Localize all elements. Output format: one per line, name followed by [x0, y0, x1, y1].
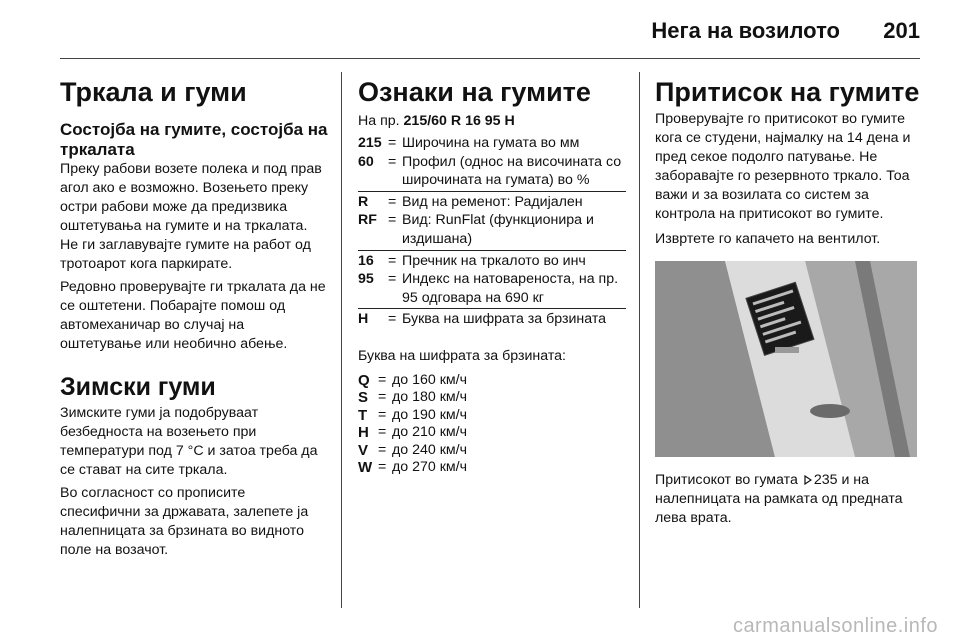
speed-text: до 240 км/ч: [392, 441, 468, 458]
code-key: H: [358, 311, 369, 328]
page-header: [60, 14, 920, 48]
code-text: Широчина на гумата во мм: [402, 135, 580, 151]
code-text: Пречник на тркалото во инч: [402, 252, 586, 269]
section-title-wheels: Тркала и гуми: [60, 77, 247, 107]
speed-key: T: [358, 406, 368, 424]
speed-key: S: [358, 389, 369, 407]
door-frame-label-photo: [655, 261, 917, 457]
page-number: 201: [883, 18, 920, 43]
speed-table: [358, 372, 626, 476]
code-key: 95: [358, 271, 374, 288]
caption-text-cont: и на налепницата на рамката од предната лева врата.: [655, 472, 903, 526]
column-divider-1: [341, 72, 342, 608]
equals-sign: =: [388, 153, 397, 170]
speed-key: W: [358, 458, 373, 476]
equals-sign: =: [388, 212, 397, 229]
subsection-winter-tyres: Зимски гуми: [60, 373, 216, 401]
section-title-pressure: Притисок на гумите: [655, 77, 920, 107]
row-divider: [358, 250, 626, 251]
row-divider: [358, 191, 626, 192]
page-reference-icon: [804, 475, 812, 485]
caption-text: Притисокот во гумата: [655, 472, 798, 488]
example-value: 215/60 R 16 95 H: [403, 113, 515, 129]
code-key: RF: [358, 212, 377, 229]
code-text: Индекс на натовареноста, на пр. 95 одговара на 690 кг: [402, 271, 619, 306]
example-prefix: На пр.: [358, 113, 400, 129]
designation-example: [358, 112, 626, 131]
code-key: 215: [358, 135, 382, 151]
speed-text: до 210 км/ч: [392, 424, 468, 441]
equals-sign: =: [378, 406, 387, 423]
caption-pressure: [655, 471, 923, 528]
column-tyre-designations: [358, 76, 626, 476]
column-divider-2: [639, 72, 640, 608]
equals-sign: =: [378, 441, 387, 458]
column-wheels-tyres: [60, 76, 328, 564]
code-text: Вид на ременот: Радијален: [402, 193, 583, 210]
section-title-designations: Ознаки на гумите: [358, 77, 591, 107]
code-key: 16: [358, 252, 374, 269]
header-title: Нега на возилото: [651, 18, 840, 43]
equals-sign: =: [378, 389, 387, 406]
door-frame-illustration: [655, 261, 917, 457]
equals-sign: =: [378, 371, 387, 388]
code-key: R: [358, 193, 369, 210]
speed-key: V: [358, 441, 369, 459]
code-text: Профил (однос на височината со широчината на гумата) во %: [402, 153, 622, 189]
equals-sign: =: [388, 193, 397, 210]
equals-sign: =: [388, 311, 397, 328]
equals-sign: =: [378, 424, 387, 441]
paragraph-pressure-check: Проверувајте го притисокот во гумите кога се студени, најмалку на 14 дена и пред секое подолго патување. Не заборавајте го резервното тркало. Тоа важи и за возилата со систем за контрола на притисокот во гумите.: [655, 111, 911, 222]
equals-sign: =: [388, 271, 397, 288]
column-tyre-pressure: [655, 76, 923, 532]
speed-text: до 180 км/ч: [392, 389, 468, 406]
row-divider: [358, 308, 626, 309]
code-key: 60: [358, 153, 374, 170]
page-reference: 235: [813, 472, 838, 488]
paragraph-inspection: Редовно проверувајте ги тркалата да не се оштетени. Побарајте помош од автомеханичар во случај на оштетување или необично абење.: [60, 279, 326, 352]
header-divider: [60, 58, 920, 59]
equals-sign: =: [388, 252, 397, 269]
paragraph-speed-label: Во согласност со прописите спесифични за државата, залепете ја налепницата за брзината во видното поле на возачот.: [60, 485, 309, 558]
speed-text: до 270 км/ч: [392, 458, 468, 475]
speed-intro: Буква на шифрата за брзината:: [358, 347, 567, 364]
watermark: carmanualsonline.info: [732, 615, 938, 637]
speed-text: до 160 км/ч: [392, 371, 468, 388]
speed-text: до 190 км/ч: [392, 406, 468, 423]
equals-sign: =: [388, 135, 397, 151]
speed-key: Q: [358, 371, 370, 389]
paragraph-winter: Зимските гуми ја подобруваат безбедноста на возењето при температури под 7 °C и затоа треба да се стават на сите тркала.: [60, 405, 318, 478]
subsection-tyre-condition: Состојба на гумите, состојба на тркалата: [60, 120, 328, 159]
equals-sign: =: [378, 458, 387, 475]
paragraph-kerbs: Преку рабови возете полека и под прав агол ако е возможно. Возењето преку остри рабови може да предизвика оштетувања на гумите и на тркалата. Не ги заглавувајте гумите на работ од тротоарот кога паркирате.: [60, 161, 322, 272]
code-text: Буква на шифрата за брзината: [402, 311, 607, 328]
designation-table: [358, 134, 626, 329]
paragraph-valve-cap: Извртете го капачето на вентилот.: [655, 231, 881, 247]
code-text: Вид: RunFlat (функционира и издишана): [402, 212, 594, 247]
speed-key: H: [358, 424, 369, 442]
